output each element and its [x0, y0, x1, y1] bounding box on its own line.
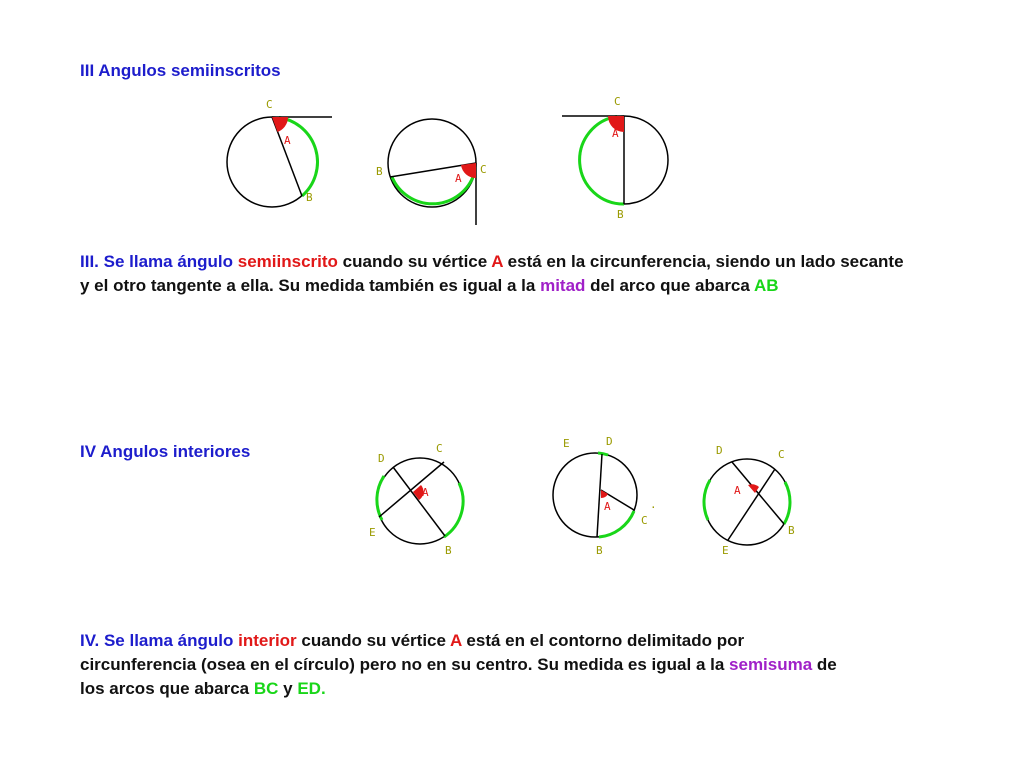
keyword-vertex-a: A — [491, 252, 503, 271]
text-part-5: y — [278, 679, 298, 698]
keyword-mitad: mitad — [540, 276, 586, 295]
arc-ed — [598, 453, 608, 455]
label-c: C — [480, 163, 487, 176]
text-part-4: de los arcos que abarca — [80, 655, 837, 698]
label-d: D — [378, 452, 385, 465]
arc-bc — [599, 511, 634, 537]
definition-semiinscrito — [80, 250, 910, 298]
keyword-semiinscrito: semiinscrito — [237, 252, 338, 271]
label-d: D — [716, 444, 723, 457]
label-a: A — [612, 127, 619, 140]
arc-bc — [784, 482, 790, 524]
label-b: B — [306, 191, 313, 204]
keyword-ed: ED. — [297, 679, 326, 698]
label-c: C — [641, 514, 648, 527]
label-e: E — [369, 526, 376, 539]
label-a: A — [455, 172, 462, 185]
label-e: E — [722, 544, 729, 557]
text-part-2: cuando su vértice — [296, 631, 451, 650]
chord-ce — [379, 462, 444, 517]
interior-figure-2 — [548, 432, 663, 562]
keyword-interior: interior — [238, 631, 297, 650]
interior-figure-3 — [700, 440, 815, 565]
arc-ed — [704, 480, 710, 520]
label-c: C — [436, 442, 443, 455]
label-c: C — [778, 448, 785, 461]
label-b: B — [596, 544, 603, 557]
section-title-semiinscritos: III Angulos semiinscritos — [80, 61, 281, 80]
arc-bc — [444, 483, 463, 537]
label-a: A — [422, 486, 429, 499]
label-b: B — [617, 208, 624, 221]
label-d: D — [606, 435, 613, 448]
angle-marker — [601, 490, 608, 498]
semiinscribed-figure-1 — [220, 92, 340, 212]
label-dot: . — [650, 498, 657, 511]
circle — [704, 459, 790, 545]
section-title-interiores: IV Angulos interiores — [80, 442, 251, 461]
label-c: C — [614, 95, 621, 108]
keyword-bc: BC — [253, 679, 279, 698]
chord-db — [393, 467, 445, 536]
keyword-ab: AB — [753, 276, 779, 295]
text-lead: III. Se llama ángulo — [80, 252, 238, 271]
label-b: B — [445, 544, 452, 557]
keyword-semisuma: semisuma — [729, 655, 813, 674]
label-a: A — [604, 500, 611, 513]
label-b: B — [788, 524, 795, 537]
text-part-3: está en la circunferencia, siendo un lado secante y el otro tangente a ella. Su medida también es igual a la — [80, 252, 904, 295]
text-part-4: del arco que abarca — [585, 276, 754, 295]
text-lead: IV. Se llama ángulo — [80, 631, 239, 650]
interior-figure-1 — [362, 438, 477, 563]
text-part-2: cuando su vértice — [337, 252, 492, 271]
semiinscribed-figure-3 — [558, 90, 678, 225]
circle — [388, 119, 476, 207]
angle-marker — [461, 163, 476, 178]
label-c: C — [266, 98, 273, 111]
label-b: B — [376, 165, 383, 178]
label-e: E — [563, 437, 570, 450]
definition-interior — [80, 629, 850, 701]
label-a: A — [734, 484, 741, 497]
semiinscribed-figure-2 — [372, 115, 492, 230]
text-part-3: está en el contorno delimitado por circunferencia (osea en el círculo) pero no en su centro. Su medida es igual a la — [80, 631, 745, 674]
keyword-vertex-a: A — [450, 631, 462, 650]
label-a: A — [284, 134, 291, 147]
